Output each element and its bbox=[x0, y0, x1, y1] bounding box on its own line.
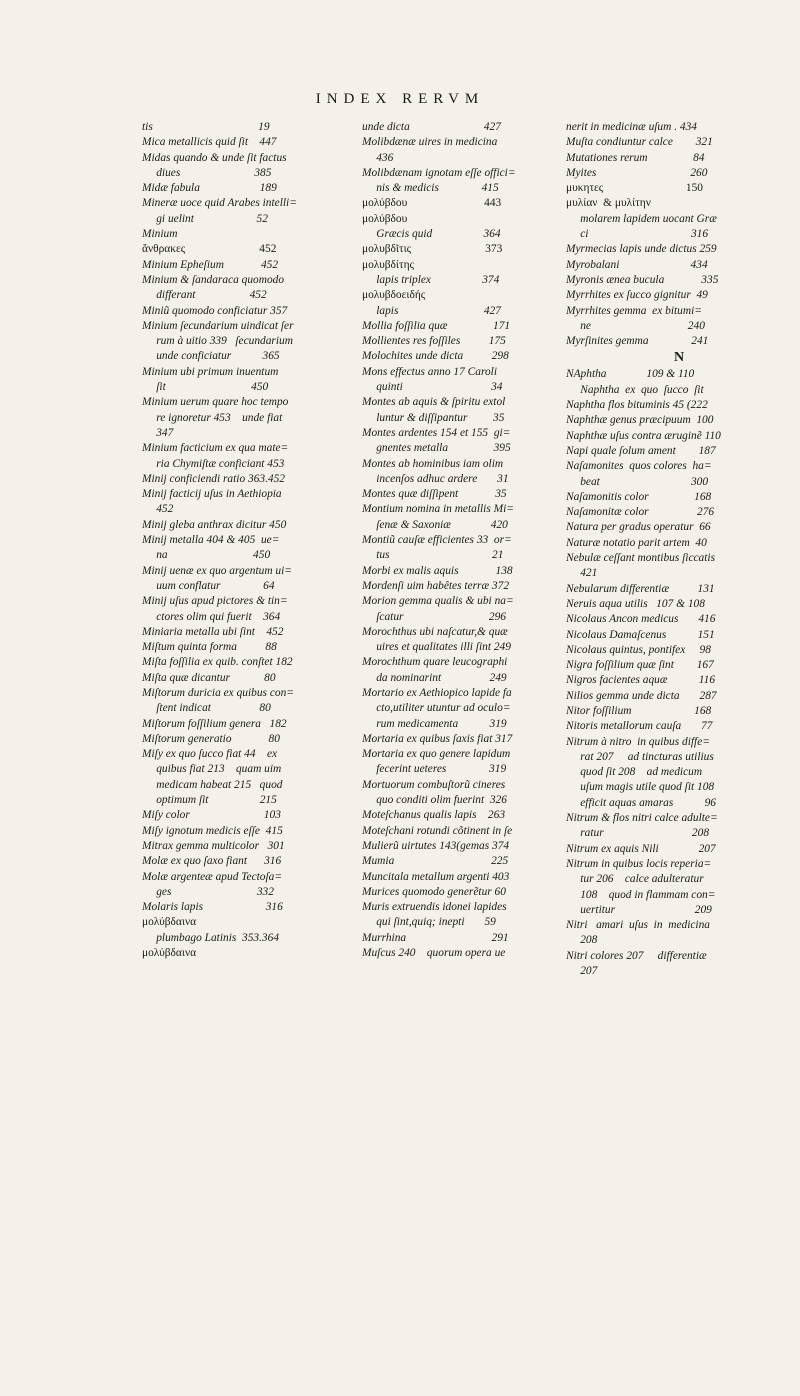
index-entry-line: ratur 208 bbox=[566, 827, 710, 840]
index-entry-line: Mulierũ uirtutes 143(gemas 374 bbox=[362, 839, 510, 852]
index-entry-line: Miniaria metalla ubi ſint 452 bbox=[142, 625, 284, 638]
index-entry-line: Myrrhites gemma ex bitumi= bbox=[566, 304, 702, 317]
index-entry-line: Myites 260 bbox=[566, 166, 708, 179]
index-entry-line: tur 206 calce adulteratur bbox=[566, 873, 704, 886]
index-entry-line: Miſtorum generatio 80 bbox=[142, 732, 280, 745]
index-entry-line: uum conflatur 64 bbox=[142, 579, 275, 592]
index-entry-line: ria Chymiſtæ conficiant 453 bbox=[142, 457, 285, 470]
index-entry-line: μολύβδου bbox=[362, 212, 408, 225]
index-entry-line: Montes ab aquis & ſpiritu extol bbox=[362, 396, 506, 409]
index-entry-line: quod ſit 208 ad medicum bbox=[566, 766, 703, 779]
index-entry-line: Naphthæ uſus contra æruginẽ 110 bbox=[566, 429, 721, 442]
index-entry-line: Miniũ quomodo conficiatur 357 bbox=[142, 304, 288, 317]
index-entry-line: Molaris lapis 316 bbox=[142, 901, 283, 914]
index-entry-line: Minium Epheſium 452 bbox=[142, 258, 279, 271]
index-entry-line: unde dicta 427 bbox=[362, 121, 501, 133]
index-entry-line: ctores olim qui fuerit 364 bbox=[142, 610, 281, 623]
index-entry-line: ges 332 bbox=[142, 885, 274, 898]
index-entry-line: tus 21 bbox=[362, 549, 504, 562]
index-entry-line: Minij gleba anthrax dicitur 450 bbox=[142, 518, 287, 531]
index-entry-line: diues 385 bbox=[142, 166, 272, 179]
index-entry-line: Montes quæ diſſipent 35 bbox=[362, 488, 507, 501]
index-entry-line: Nigros facientes aquæ 116 bbox=[566, 674, 716, 687]
index-entry-line: Minij facticij uſus in Aethiopia bbox=[142, 488, 282, 501]
index-entry-line: Muſcus 240 quorum opera ue bbox=[362, 947, 506, 960]
index-entry-line: Mineræ uoce quid Arabes intelli= bbox=[142, 197, 297, 210]
index-entry-line: Nitoris metallorum cauſa 77 bbox=[566, 720, 713, 733]
index-entry-line: Mumia 225 bbox=[362, 855, 509, 868]
index-entry-line: Mons effectus anno 17 Caroli bbox=[362, 365, 497, 378]
index-entry-line: lapis triplex 374 bbox=[362, 273, 500, 286]
index-entry-line: Morochthus ubi naſcatur,& quæ bbox=[362, 625, 508, 638]
index-entry-line: ſenæ & Saxoniæ 420 bbox=[362, 518, 508, 531]
index-entry-line: Nicolaus quintus, pontifex 98 bbox=[566, 643, 711, 656]
index-entry-line: μυλίαν & μυλίτην bbox=[566, 197, 651, 210]
index-entry-line: quo conditi olim fuerint 326 bbox=[362, 794, 507, 807]
index-entry-line: Mortario ex Aethiopico lapide fa bbox=[362, 686, 512, 699]
index-entry-line: da nominarint 249 bbox=[362, 671, 507, 684]
index-entry-line: Nitrum ex aquis Nili 207 bbox=[566, 842, 716, 855]
index-entry-line: 108 quod in flammam con= bbox=[566, 888, 716, 901]
index-entry-line: nis & medicis 415 bbox=[362, 182, 499, 195]
index-entry-line: Nigra foſſilium quæ ſint 167 bbox=[566, 659, 714, 672]
index-entry-line: Montium nomina in metallis Mi= bbox=[362, 503, 514, 516]
index-entry-line: Montes ab hominibus iam olim bbox=[362, 457, 504, 470]
index-entry-line: Miſy ignotum medicis eſſe 415 bbox=[142, 824, 283, 837]
index-entry-line: Naſamonitis color 168 bbox=[566, 490, 712, 503]
index-entry-line: ἄνθρακες 452 bbox=[142, 243, 277, 256]
index-entry-line: μολύβδου 443 bbox=[362, 197, 502, 210]
index-entry-line: Montes ardentes 154 et 155 gi= bbox=[362, 426, 511, 439]
index-entry-line: ſtent indicat 80 bbox=[142, 702, 271, 715]
index-entry-line: Morochthum quare leucographi bbox=[362, 656, 508, 669]
index-entry-line: Naphtha ex quo ſucco ſit bbox=[566, 383, 704, 396]
index-entry-line: μολυβδίτης bbox=[362, 258, 415, 271]
index-entry-line: ſcatur 296 bbox=[362, 610, 506, 623]
index-entry-line: Miſta foſſilia ex quib. conſtet 182 bbox=[142, 656, 293, 669]
index-entry-line: Naphthæ genus præcipuum 100 bbox=[566, 414, 714, 427]
index-entry-line: Mica metallicis quid ſit 447 bbox=[142, 136, 277, 149]
index-entry-line: Nitrum in quibus locis reperia= bbox=[566, 857, 712, 870]
index-entry-line: incenſos adhuc ardere 31 bbox=[362, 472, 509, 485]
index-entry-line: N bbox=[673, 350, 685, 366]
index-entry-line: Molæ argenteæ apud Tectoſa= bbox=[142, 870, 283, 883]
index-entry-line: Myrſinites gemma 241 bbox=[566, 335, 709, 348]
index-entry-line: ſit 450 bbox=[142, 381, 269, 394]
index-entry-line: Minium bbox=[142, 228, 178, 241]
index-entry-line: μολυβδῖτις 373 bbox=[362, 243, 503, 256]
index-entry-line: plumbago Latinis 353.364 bbox=[142, 931, 280, 944]
index-column-1 bbox=[142, 120, 368, 961]
index-entry-line: ne 240 bbox=[566, 319, 705, 332]
index-entry-line: Nicolaus Damaſcenus 151 bbox=[566, 628, 715, 641]
index-entry-line: Mollientes res foſſiles 175 bbox=[362, 335, 506, 348]
index-entry-line: 207 bbox=[566, 965, 598, 978]
index-entry-line: Murrhina 291 bbox=[362, 931, 509, 944]
index-entry-line: Midas quando & unde ſit factus bbox=[142, 151, 287, 164]
index-entry-line: rat 207 ad tincturas utilius bbox=[566, 750, 714, 763]
index-entry-line: Myrrhites ex ſucco gignitur 49 bbox=[566, 289, 708, 302]
index-entry-line: Minij uenæ ex quo argentum ui= bbox=[142, 564, 292, 577]
index-entry-line: Minij uſus apud pictores & tin= bbox=[142, 595, 288, 608]
index-entry-line: Morbi ex malis aquis 138 bbox=[362, 564, 513, 577]
index-entry-line: Nebulæ ceſſant montibus ſiccatis bbox=[566, 552, 716, 565]
index-entry-line: Mitrax gemma multicolor 301 bbox=[142, 839, 285, 852]
index-entry-line: 347 bbox=[142, 426, 174, 439]
index-entry-line: 421 bbox=[566, 567, 598, 580]
index-entry-line: Naturæ notatio parit artem 40 bbox=[566, 536, 707, 549]
index-entry-line: Molæ ex quo ſaxo fiant 316 bbox=[142, 855, 282, 868]
index-entry-line: Miſtum quinta forma 88 bbox=[142, 641, 277, 654]
index-entry-line: uertitur 209 bbox=[566, 903, 712, 916]
index-entry-line: lapis 427 bbox=[362, 304, 501, 317]
index-entry-line: μολύβδαινα bbox=[142, 916, 197, 929]
index-entry-line: fecerint ueteres 319 bbox=[362, 763, 507, 776]
index-entry-line: na 450 bbox=[142, 549, 271, 562]
index-entry-line: Myrmecias lapis unde dictus 259 bbox=[566, 243, 717, 256]
index-entry-line: unde conficiatur 365 bbox=[142, 350, 280, 363]
index-entry-line: Miſtorum foſſilium genera 182 bbox=[142, 717, 287, 730]
index-entry-line: Miſy color 103 bbox=[142, 809, 281, 822]
index-entry-line: rum medicamenta 319 bbox=[362, 717, 507, 730]
index-entry-line: gi uelint 52 bbox=[142, 212, 268, 225]
index-entry-line: Minium ubi primum inuentum bbox=[142, 365, 279, 378]
index-entry-line: ci 316 bbox=[566, 228, 709, 241]
index-column-3 bbox=[566, 120, 792, 979]
index-entry-line: Minij conficiendi ratio 363.452 bbox=[142, 472, 286, 485]
index-entry-line: Montiũ cauſæ efficientes 33 or= bbox=[362, 534, 512, 547]
index-entry-line: Mutationes rerum 84 bbox=[566, 151, 705, 164]
index-entry-line: Molochites unde dicta 298 bbox=[362, 350, 509, 363]
index-entry-line: Molibdænæ uires in medicina bbox=[362, 136, 498, 149]
index-entry-line: Minij metalla 404 & 405 ue= bbox=[142, 534, 280, 547]
index-entry-line: μυκητες 150 bbox=[566, 182, 703, 195]
index-entry-line: Mortaria ex quo genere lapidum bbox=[362, 748, 511, 761]
index-entry-line: Muris extruendis idonei lapides bbox=[362, 901, 507, 914]
index-entry-line: molarem lapidem uocant Græ bbox=[566, 212, 717, 225]
index-column-2 bbox=[362, 120, 588, 961]
index-entry-line: Moteſchanus qualis lapis 263 bbox=[362, 809, 506, 822]
index-entry-line: μολύβδαινα bbox=[142, 947, 197, 960]
index-entry-line: Nitor foſſilium 168 bbox=[566, 704, 712, 717]
index-entry-line: tis 19 bbox=[142, 121, 270, 133]
index-entry-line: 436 bbox=[362, 151, 394, 164]
index-entry-line: Minium uerum quare hoc tempo bbox=[142, 396, 289, 409]
index-entry-line: Moteſchani rotundi cõtinent in ſe bbox=[362, 824, 513, 837]
index-entry-line: Naſamonites quos colores ha= bbox=[566, 460, 712, 473]
index-entry-line: Nilios gemma unde dicta 287 bbox=[566, 689, 717, 702]
index-entry-line: qui ſint,quiq; inepti 59 bbox=[362, 916, 496, 929]
index-entry-line: Minium & ſandaraca quomodo bbox=[142, 273, 285, 286]
index-entry-line: Neruis aqua utilis 107 & 108 bbox=[566, 597, 705, 610]
index-entry-line: differant 452 bbox=[142, 289, 267, 302]
index-entry-line: uſum magis utile quod ſit 108 bbox=[566, 781, 715, 794]
index-entry-line: Minium ſecundarium uindicat ſer bbox=[142, 319, 294, 332]
index-entry-line: beat 300 bbox=[566, 475, 709, 488]
index-entry-line: uires et qualitates illi ſint 249 bbox=[362, 641, 511, 654]
index-entry-line: Græcis quid 364 bbox=[362, 228, 501, 241]
index-entry-line: Mollia foſſilia quæ 171 bbox=[362, 319, 511, 332]
index-entry-line: Myrobalani 434 bbox=[566, 258, 708, 271]
index-entry-line: Myronis ænea bucula 335 bbox=[566, 273, 719, 286]
index-entry-line: Nitri amari uſus in medicina bbox=[566, 919, 710, 932]
index-entry-line: Midæ fabula 189 bbox=[142, 182, 277, 195]
index-entry-line: Miſtorum duricia ex quibus con= bbox=[142, 686, 294, 699]
index-entry-line: cto,utiliter utuntur ad oculo= bbox=[362, 702, 511, 715]
page-header: INDEX RERVM bbox=[315, 91, 485, 107]
index-entry-line: optimum ſit 215 bbox=[142, 794, 277, 807]
index-entry-line: Molibdænam ignotam eſſe offici= bbox=[362, 166, 516, 179]
index-entry-line: re ignoretur 453 unde fiat bbox=[142, 411, 283, 424]
index-entry-line: efficit aquas amaras 96 bbox=[566, 796, 716, 809]
index-entry-line: Morion gemma qualis & ubi na= bbox=[362, 595, 514, 608]
index-entry-line: Nebularum differentiæ 131 bbox=[566, 582, 715, 595]
index-entry-line: luntur & diſſipantur 35 bbox=[362, 411, 505, 424]
index-entry-line: quibus fiat 213 quam uim bbox=[142, 763, 282, 776]
index-entry-line: Nitri colores 207 differentiæ bbox=[566, 949, 707, 962]
index-entry-line: medicam habeat 215 quod bbox=[142, 778, 283, 791]
index-entry-line: rum à uitio 339 ſecundarium bbox=[142, 335, 293, 348]
index-entry-line: μολυβδοειδής bbox=[362, 289, 426, 302]
index-entry-line: Mordenſi uim habêtes terræ 372 bbox=[362, 579, 510, 592]
index-entry-line: Minium facticium ex qua mate= bbox=[142, 442, 289, 455]
index-entry-line: Naſamonitæ color 276 bbox=[566, 506, 715, 519]
index-entry-line: Murices quomodo generẽtur 60 bbox=[362, 885, 506, 898]
index-entry-line: nerit in medicinæ uſum . 434 bbox=[566, 121, 697, 133]
index-entry-line: Natura per gradus operatur 66 bbox=[566, 521, 711, 534]
index-entry-line: Muncitala metallum argenti 403 bbox=[362, 870, 510, 883]
index-entry-line: NAphtha 109 & 110 bbox=[566, 368, 695, 381]
index-entry-line: 208 bbox=[566, 934, 598, 947]
index-entry-line: gnentes metalla 395 bbox=[362, 442, 511, 455]
index-entry-line: quinti 34 bbox=[362, 381, 503, 394]
index-entry-line: Miſy ex quo ſucco fiat 44 ex bbox=[142, 748, 278, 761]
index-entry-line: Miſta quæ dicantur 80 bbox=[142, 671, 276, 684]
index-entry-line: Napi quale ſolum ament 187 bbox=[566, 444, 716, 457]
index-entry-line: Muſta condiuntur calce 321 bbox=[566, 136, 713, 149]
index-entry-line: Mortuorum combuſtorũ cineres bbox=[362, 778, 506, 791]
index-entry-line: Naphtha flos bituminis 45 (222 bbox=[566, 399, 708, 412]
index-entry-line: Nitrum & flos nitri calce adulte= bbox=[566, 812, 718, 825]
index-entry-line: Mortaria ex quibus ſaxis fiat 317 bbox=[362, 732, 513, 745]
index-entry-line: Nicolaus Ancon medicus 416 bbox=[566, 613, 716, 626]
index-entry-line: Nitrum à nitro in quibus diffe= bbox=[566, 735, 710, 748]
index-entry-line: 452 bbox=[142, 503, 174, 516]
